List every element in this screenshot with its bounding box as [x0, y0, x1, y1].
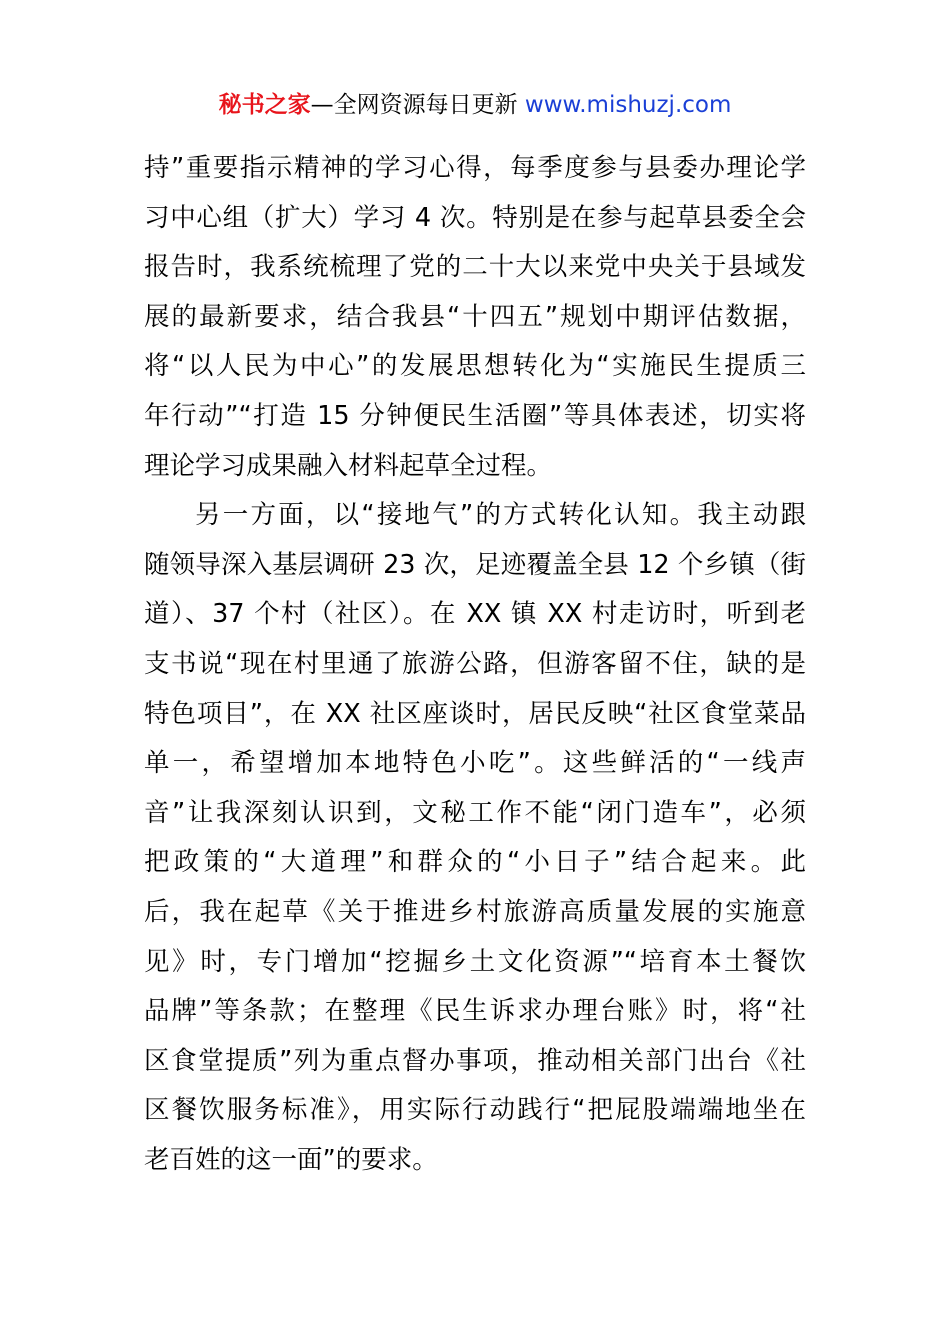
text-line: 把政策的“大道理”和群众的“小日子”结合起来。此	[144, 847, 806, 878]
text-line: 年行动”“打造 15 分钟便民生活圈”等具体表述，切实将	[144, 400, 806, 431]
text-line: 随领导深入基层调研 23 次，足迹覆盖全县 12 个乡镇（街	[144, 549, 806, 580]
text-line: 后，我在起草《关于推进乡村旅游高质量发展的实施意	[144, 896, 806, 927]
text-line: 音”让我深刻认识到，文秘工作不能“闭门造车”，必须	[144, 797, 806, 828]
site-tagline: —全网资源每日更新	[310, 92, 525, 118]
site-brand: 秘书之家	[218, 92, 311, 118]
text-line: 持”重要指示精神的学习心得，每季度参与县委办理论学	[144, 153, 806, 183]
text-line: 道）、37 个村（社区）。在 XX 镇 XX 村走访时，听到老	[144, 599, 806, 630]
paragraph-2	[144, 491, 806, 1185]
text-line: 支书说“现在村里通了旅游公路，但游客留不住，缺的是	[144, 648, 806, 679]
text-line: 老百姓的这一面”的要求。	[144, 1144, 438, 1175]
site-header	[0, 88, 950, 122]
text-line: 品牌”等条款；在整理《民生诉求办理台账》时，将“社	[144, 996, 806, 1027]
text-line: 单一，希望增加本地特色小吃”。这些鲜活的“一线声	[144, 748, 806, 779]
text-line: 展的最新要求，结合我县“十四五”规划中期评估数据，	[144, 301, 806, 332]
text-line: 报告时，我系统梳理了党的二十大以来党中央关于县域发	[144, 252, 806, 283]
text-line: 另一方面，以“接地气”的方式转化认知。我主动跟	[195, 500, 806, 531]
site-url-link[interactable]: www.mishuzj.com	[524, 92, 732, 118]
paragraph-1	[144, 144, 806, 491]
text-line: 见》时，专门增加“挖掘乡土文化资源”“培育本土餐饮	[144, 946, 806, 977]
text-line: 习中心组（扩大）学习 4 次。特别是在参与起草县委全会	[144, 202, 806, 233]
document-body	[144, 144, 806, 1185]
text-line: 将“以人民为中心”的发展思想转化为“实施民生提质三	[144, 351, 806, 382]
text-line: 区食堂提质”列为重点督办事项，推动相关部门出台《社	[144, 1045, 806, 1076]
text-line: 理论学习成果融入材料起草全过程。	[144, 450, 553, 481]
text-line: 特色项目”，在 XX 社区座谈时，居民反映“社区食堂菜品	[144, 698, 806, 729]
text-line: 区餐饮服务标准》，用实际行动践行“把屁股端端地坐在	[144, 1095, 806, 1126]
